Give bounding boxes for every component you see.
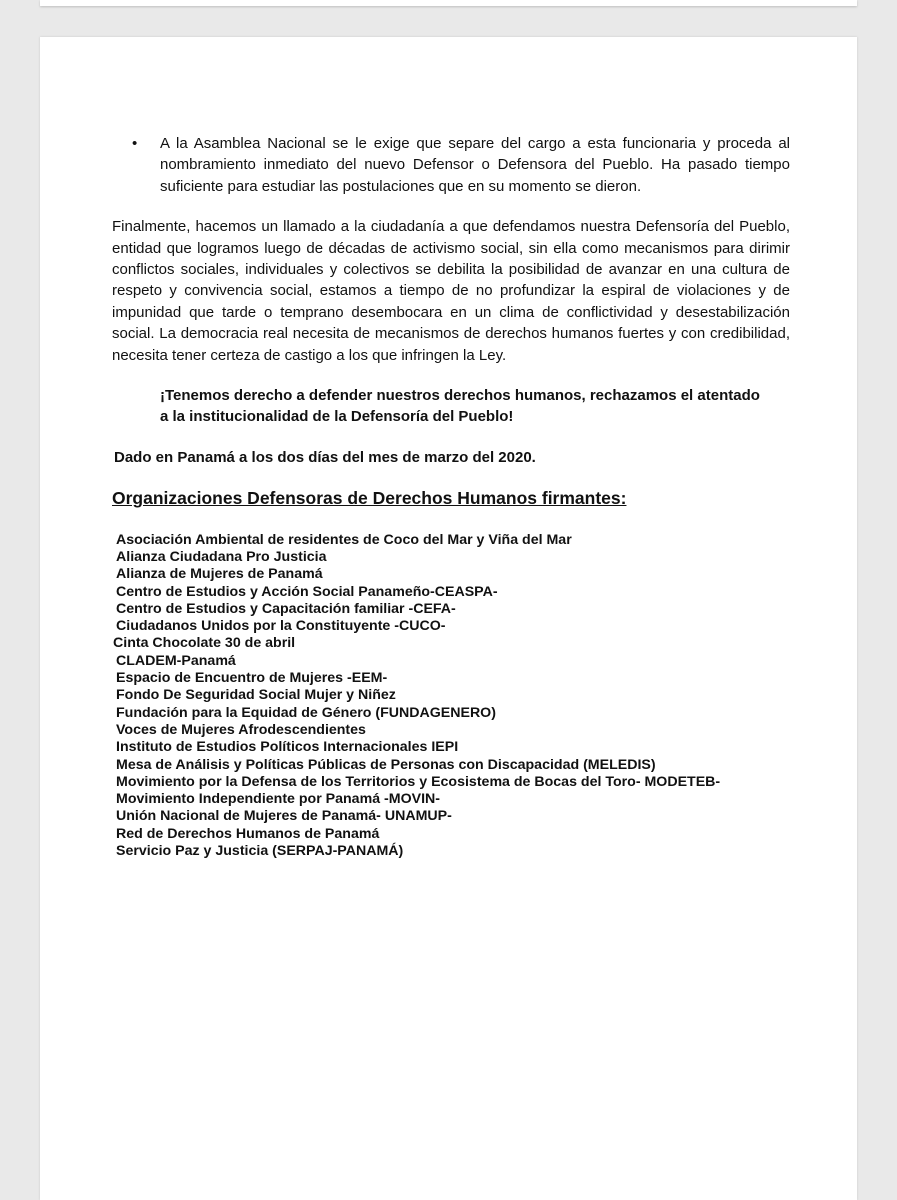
- closing-paragraph: Finalmente, hacemos un llamado a la ciudadanía a que defendamos nuestra Defensoría del Pueblo, entidad que logramos luego de décadas de activismo social, sin ella como mecanismos para dirimir conflictos sociales, individuales y colectivos se debilita la posibilidad de avanzar en una cultura de respeto y convivencia social, estamos a tiempo de no profundizar la espiral de violaciones y de impunidad que tarde o temprano desembocara en un clima de conflictividad y desestabilización social. La democracia real necesita de mecanismos de derechos humanos fuertes y con credibilidad, necesita tener certeza de castigo a los que infringen la Ley.: [112, 218, 790, 364]
- document-body: [112, 133, 790, 875]
- document-page: [40, 37, 857, 1200]
- slogan: ¡Tenemos derecho a defender nuestros derechos humanos, rechazamos el atentado a la institucionalidad de la Defensoría del Pueblo!: [160, 387, 760, 426]
- organization-item: Cinta Chocolate 30 de abril: [113, 635, 296, 652]
- organization-item: Fundación para la Equidad de Género (FUNDAGENERO): [116, 704, 496, 721]
- organization-item: Centro de Estudios y Capacitación familiar -CEFA-: [116, 600, 456, 617]
- date-line: Dado en Panamá a los dos días del mes de marzo del 2020.: [114, 448, 536, 466]
- organization-item: Voces de Mujeres Afrodescendientes: [116, 721, 366, 738]
- organization-item: CLADEM-Panamá: [116, 652, 236, 669]
- bullet-text: A la Asamblea Nacional se le exige que separe del cargo a esta funcionaria y proceda al nombramiento inmediato del nuevo Defensor o Defensora del Pueblo. Ha pasado tiempo suficiente para estudiar las postulaciones que en su momento se dieron.: [160, 135, 790, 195]
- organizations-title: Organizaciones Defensoras de Derechos Humanos firmantes:: [112, 488, 627, 509]
- organization-item: Centro de Estudios y Acción Social Panameño-CEASPA-: [116, 583, 498, 600]
- organization-item: Fondo De Seguridad Social Mujer y Niñez: [116, 687, 396, 704]
- organization-item: Servicio Paz y Justicia (SERPAJ-PANAMÁ): [116, 843, 404, 860]
- organization-item: Instituto de Estudios Políticos Internacionales IEPI: [116, 739, 459, 756]
- organization-item: Red de Derechos Humanos de Panamá: [116, 825, 380, 842]
- bullet-icon: •: [132, 135, 138, 152]
- organization-item: Asociación Ambiental de residentes de Coco del Mar y Viña del Mar: [116, 531, 572, 548]
- organizations-list: [113, 531, 790, 861]
- organization-item: Movimiento Independiente por Panamá -MOVIN-: [116, 791, 440, 808]
- organization-item: Ciudadanos Unidos por la Constituyente -CUCO-: [116, 618, 446, 635]
- organization-item: Unión Nacional de Mujeres de Panamá- UNAMUP-: [116, 808, 452, 825]
- organization-item: Alianza Ciudadana Pro Justicia: [116, 548, 327, 565]
- bullet-item: [112, 133, 790, 197]
- organization-item: Mesa de Análisis y Políticas Públicas de Personas con Discapacidad (MELEDIS): [116, 756, 656, 773]
- organization-item: Movimiento por la Defensa de los Territorios y Ecosistema de Bocas del Toro- MODETEB-: [116, 773, 721, 790]
- previous-page-edge: [40, 0, 857, 6]
- organization-item: Espacio de Encuentro de Mujeres -EEM-: [116, 670, 388, 687]
- organization-item: Alianza de Mujeres de Panamá: [116, 566, 323, 583]
